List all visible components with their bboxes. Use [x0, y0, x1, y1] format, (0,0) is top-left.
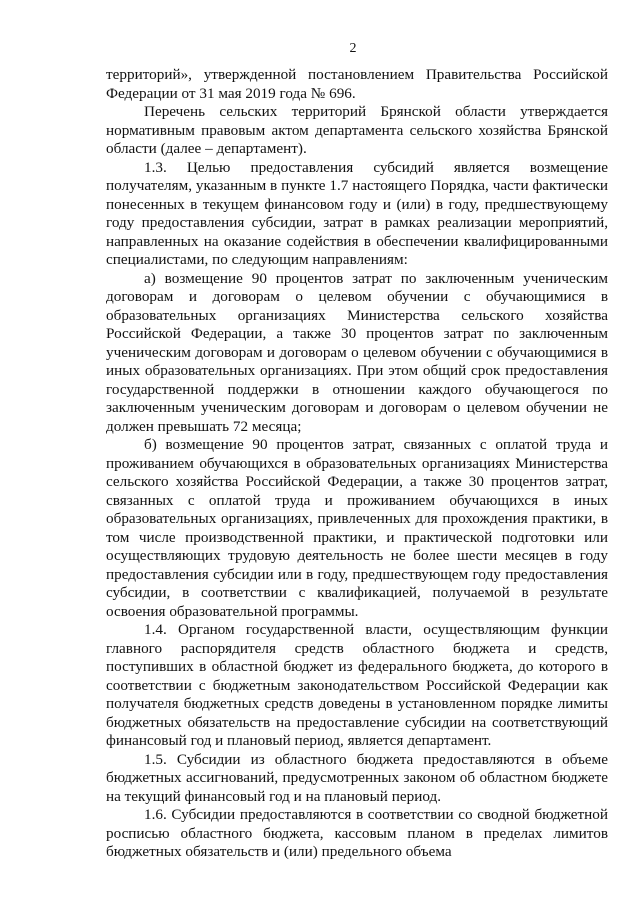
paragraph-territories-continuation: территорий», утвержденной постановлением Правительства Российской Федерации от 31 мая 2019 года № 696. [106, 66, 608, 102]
paragraph-1-5-budget-volume: 1.5. Субсидии из областного бюджета предоставляются в объеме бюджетных ассигнований, предусмотренных законом об областном бюджете на текущий финансовый год и на плановый период. [106, 750, 608, 805]
paragraph-1-3-subsidy-purpose: 1.3. Целью предоставления субсидий является возмещение получателям, указанным в пункте 1.7 настоящего Порядка, части фактически понесенных в текущем финансовом году и (или) в году, предшествующему году предоставления субсидии, затрат в рамках реализации мероприятий, направленных на оказание содействия в обеспечении квалифицированными специалистами, по следующим направлениям: [106, 158, 608, 268]
paragraph-1-6-budget-schedule: 1.6. Субсидии предоставляются в соответствии со сводной бюджетной росписью областного бюджета, кассовым планом в пределах лимитов бюджетных обязательств и (или) предельного объема [106, 806, 608, 860]
paragraph-rural-territories-list: Перечень сельских территорий Брянской области утверждается нормативным правовым актом департамента сельского хозяйства Брянской области (далее – департамент). [106, 103, 608, 157]
paragraph-item-b: б) возмещение 90 процентов затрат, связанных с оплатой труда и проживанием обучающихся в образовательных организациях Министерства сельского хозяйства Российской Федерации, а также 30 процентов затрат, связанных с оплатой труда и проживанием обучающихся в иных образовательных организациях, привлеченных для прохождения практики, в том числе производственной практики, и практической подготовки или осуществляющих трудовую деятельность не более шести месяцев в году предоставления субсидии или в году, предшествующем году предоставления субсидии, в соответствии с квалификацией, получаемой в результате освоения образовательной программы. [106, 436, 608, 620]
paragraph-1-4-state-authority: 1.4. Органом государственной власти, осуществляющим функции главного распорядителя средств областного бюджета и средств, поступивших в областной бюджет из федерального бюджета, до которого в соответствии с бюджетным законодательством Российской Федерации как получателя бюджетных средств доведены в установленном порядке лимиты бюджетных обязательств на предоставление субсидии на соответствующий финансовый год и плановый период, является департамент. [106, 621, 608, 749]
page-number: 2 [349, 41, 357, 56]
paragraph-item-a: а) возмещение 90 процентов затрат по заключенным ученическим договорам и договорам о целевом обучении с обучающимися в образовательных организациях Министерства сельского хозяйства Российской Федерации, а также 30 процентов затрат по заключенным ученическим договорам и договорам о целевом обучении с обучающимися в иных образовательных организациях. При этом общий срок предоставления государственной поддержки в отношении каждого обучающегося по заключенным ученическим договорам и договорам о целевом обучении не должен превышать 72 месяца; [106, 269, 608, 435]
